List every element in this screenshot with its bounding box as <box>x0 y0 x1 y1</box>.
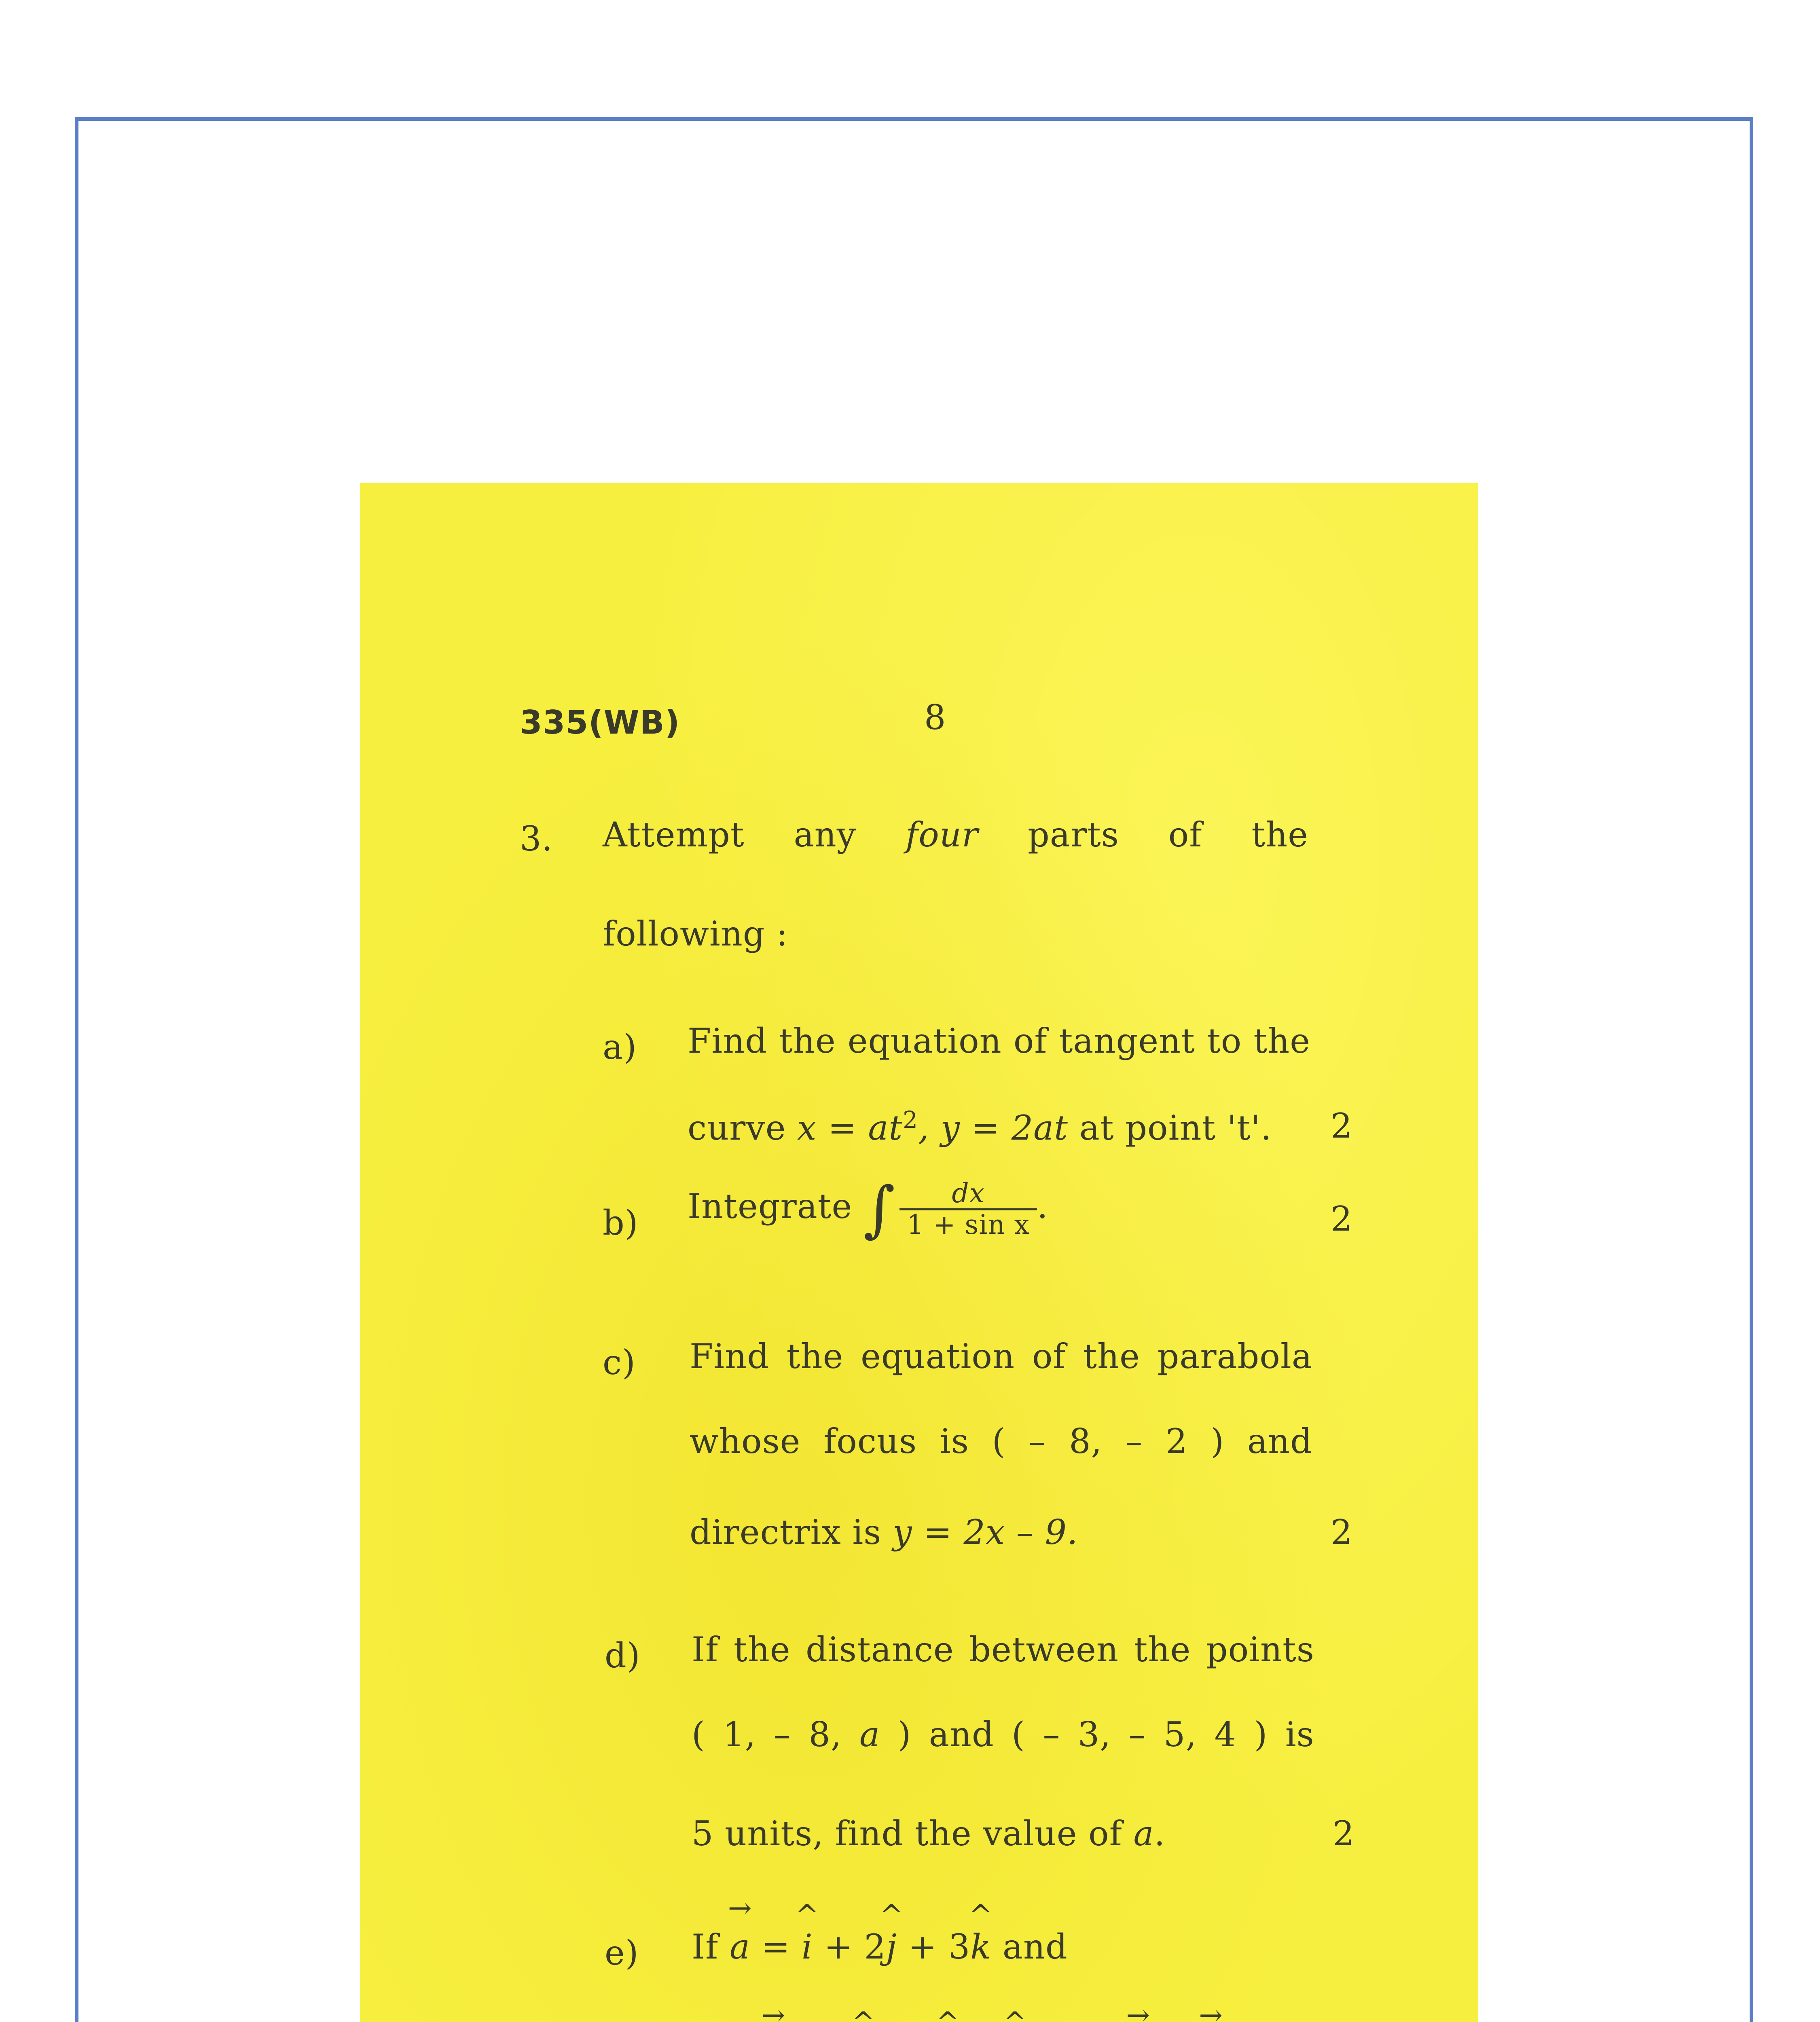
vector-a: → a <box>730 1927 750 1967</box>
part-d-line3: 5 units, find the value of a. <box>692 1814 1166 1853</box>
part-b-integral: Integrate ∫ $\frac{dx}{\text{1 + sin x}}$ . <box>688 1174 1048 1245</box>
part-a-label: a) <box>603 1027 637 1067</box>
part-c-label: c) <box>603 1343 636 1382</box>
integral-symbol: ∫ <box>863 1174 896 1245</box>
part-b-label: b) <box>603 1203 639 1243</box>
unit-i: ^ i <box>802 1927 813 1967</box>
part-e-line1: If → a = ^ i + 2^ j + 3^ k and <box>692 1927 1068 1967</box>
exam-paper <box>360 483 1478 2022</box>
part-d-label: d) <box>605 1636 641 1675</box>
paper-code: 335(WB) <box>520 704 680 741</box>
part-a-line1: Find the equation of tangent to the <box>688 1021 1310 1061</box>
question-intro-line2: following : <box>603 914 788 954</box>
part-c-line2: whose focus is ( – 8, – 2 ) and <box>690 1421 1312 1461</box>
page-number: 8 <box>924 698 946 737</box>
unit-k: ^ k <box>970 1927 991 1967</box>
part-d-line1: If the distance between the points <box>692 1630 1314 1669</box>
part-d-marks: 2 <box>1333 1814 1355 1853</box>
question-number: 3. <box>520 819 553 859</box>
question-intro-line1: Attempt any four parts of the <box>603 815 1308 854</box>
part-e-label: e) <box>605 1933 639 1973</box>
unit-j: ^ j <box>886 1927 897 1967</box>
part-d-line2: ( 1, – 8, a ) and ( – 3, – 5, 4 ) is <box>692 1715 1314 1754</box>
part-b-marks: 2 <box>1331 1199 1353 1239</box>
part-c-marks: 2 <box>1331 1512 1353 1552</box>
part-c-line1: Find the equation of the parabola <box>690 1337 1312 1376</box>
integrand-fraction: $\frac{dx}{\text{1 + sin x}}$ <box>899 1179 1037 1239</box>
part-a-line2: curve $x = at^2$, y = 2at at point 't'. <box>688 1106 1272 1148</box>
part-a-marks: 2 <box>1331 1106 1353 1146</box>
part-c-line3: directrix is y = 2x – 9. <box>690 1512 1078 1552</box>
